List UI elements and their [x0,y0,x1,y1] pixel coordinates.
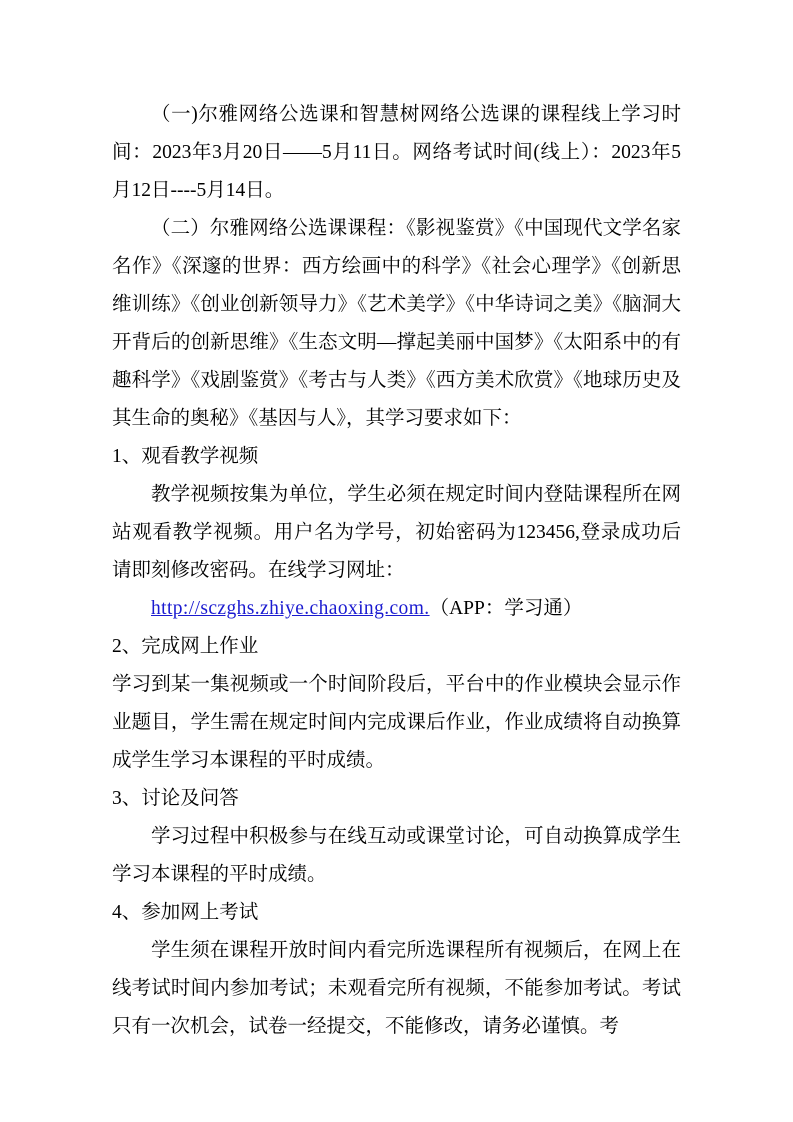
list-item-3-heading: 3、讨论及问答 [112,788,239,809]
list-item-1-body: 教学视频按集为单位，学生必须在规定时间内登陆课程所在网站观看教学视频。用户名为学号，初始密码为123456,登录成功后请即刻修改密码。在线学习网址： [112,484,681,581]
paragraph-online-study-time: （一)尔雅网络公选课和智慧树网络公选课的课程线上学习时间：2023年3月20日——5月11日。网络考试时间(线上）：2023年5月12日----5月14日。 [112,104,681,201]
list-item-2-heading: 2、完成网上作业 [112,636,259,657]
online-study-link-line [112,590,681,628]
study-platform-app-note: （APP：学习通） [429,598,583,619]
document-body [112,96,681,1046]
list-item-3-body: 学习过程中积极参与在线互动或课堂讨论，可自动换算成学生学习本课程的平时成绩。 [112,826,681,885]
list-item-1-heading: 1、观看教学视频 [112,446,259,467]
list-item-4-heading: 4、参加网上考试 [112,902,259,923]
study-platform-link[interactable]: http://sczghs.zhiye.chaoxing.com. [151,598,430,619]
list-item-4-body: 学生须在课程开放时间内看完所选课程所有视频后，在网上在线考试时间内参加考试；未观看完所有视频，不能参加考试。考试只有一次机会，试卷一经提交，不能修改，请务必谨慎。考 [112,940,681,1037]
list-item-2-body: 学习到某一集视频或一个时间阶段后，平台中的作业模块会显示作业题目，学生需在规定时间内完成课后作业，作业成绩将自动换算成学生学习本课程的平时成绩。 [112,674,681,771]
paragraph-course-list: （二）尔雅网络公选课课程：《影视鉴赏》《中国现代文学名家名作》《深邃的世界：西方绘画中的科学》《社会心理学》《创新思维训练》《创业创新领导力》《艺术美学》《中华诗词之美》《脑洞大开背后的创新思维》《生态文明—撑起美丽中国梦》《太阳系中的有趣科学》《戏剧鉴赏》《考古与人类》《西方美术欣赏》《地球历史及其生命的奥秘》《基因与人》，其学习要求如下： [112,218,681,429]
